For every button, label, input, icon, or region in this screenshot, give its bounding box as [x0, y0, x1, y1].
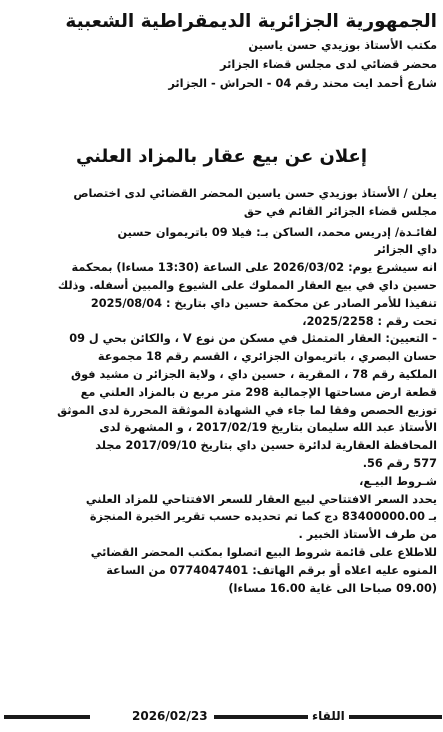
conditions-line: يحدد السعر الافتتاحي لبيع العقار للسعر الافتتاحي للمزاد العلني — [85, 492, 437, 506]
newspaper-name: اللقاء — [308, 707, 349, 725]
body-line: حسان البصري ، باتريموان الجزائري ، القسم رقم 18 مجموعة — [97, 350, 437, 364]
conditions-line: من طرف الأستاذ الخبير . — [298, 528, 437, 542]
conditions-heading: شـروط البيـع، — [359, 474, 437, 488]
conditions-line: بـ 83400000.00 دج كما تم تحديده حسب تقرير الخبرة المنجزة — [89, 510, 437, 524]
body-line: الأستاذ عبد الله سليمان بتاريخ 2017/02/19 ، و المشهرة لدى — [99, 421, 437, 435]
conditions-line: المنوه عليه اعلاه أو برقم الهاتف: 0774047401 من الساعة — [106, 563, 437, 577]
notice-header — [5, 8, 437, 93]
footer-rule-left — [4, 715, 90, 719]
republic-title: الجمهورية الجزائرية الديمقراطية الشعبية — [65, 11, 437, 32]
body-line: انه سيشرع يوم: 2026/03/02 على الساعة (13:30 مساءا) بمحكمة — [71, 261, 437, 275]
body-line: قطعة ارض مساحتها الإجمالية 298 متر مربع ن بالمزاد العلني مع — [80, 385, 437, 399]
body-line: يعلن / الأستاذ بوزيدي حسن ياسين المحضر القضائي لدى اختصاص — [73, 187, 437, 200]
body-line: لفائـدة/ إدريس محمد، الساكن بـ: فيلا 09 باتريموان حسين — [117, 225, 437, 239]
body-line: 577 رقم 56. — [362, 456, 437, 470]
body-line: داي الجزائر — [374, 243, 437, 257]
conditions-line: (09.00 صباحا الى غاية 16.00 مساءا) — [228, 581, 437, 595]
office-name: مكتب الأستاذ بوزيدي حسن ياسين — [248, 38, 437, 52]
publication-date: 2026/02/23 — [128, 707, 212, 725]
court-affiliation: محضر قضائي لدى مجلس قضاء الجزائر — [220, 57, 437, 71]
notice-body — [3, 185, 437, 597]
publication-footer — [4, 707, 442, 725]
body-line: تنفيذا للأمر الصادر عن محكمة حسين داي بتاريخ : 2025/08/04 — [90, 296, 437, 310]
notice-title: إعلان عن بيع عقار بالمزاد العلني — [75, 146, 368, 167]
body-line: المحافظة العقارية لدائرة حسين داي بتاريخ 2017/09/10 مجلد — [95, 439, 437, 453]
body-line: - التعيين: العقار المتمثل في مسكن من نوع V ، والكائن بحي ل 09 — [69, 332, 437, 346]
body-line: مجلس قضاء الجزائر القائم في حق — [243, 204, 437, 218]
body-line: توزيع الحصص وفقا لما جاء في الشهادة الموثقة المحررة لدى الموثق — [57, 403, 437, 417]
body-line: الملكية رقم 78 ، المقرية ، حسين داي ، ولاية الجزائر ن مشيد فوق — [70, 367, 437, 381]
conditions-line: للاطلاع على قائمة شروط البيع اتصلوا بمكتب المحضر القضائي — [90, 545, 437, 559]
body-line: حسين داي في بيع العقار المملوك على الشيوع والمبين أسفله. وذلك — [57, 278, 437, 292]
body-line: تحت رقم : 2025/2258، — [302, 314, 437, 328]
office-address: شارع أحمد ايت محند رقم 04 - الحراش - الجزائر — [168, 76, 437, 90]
